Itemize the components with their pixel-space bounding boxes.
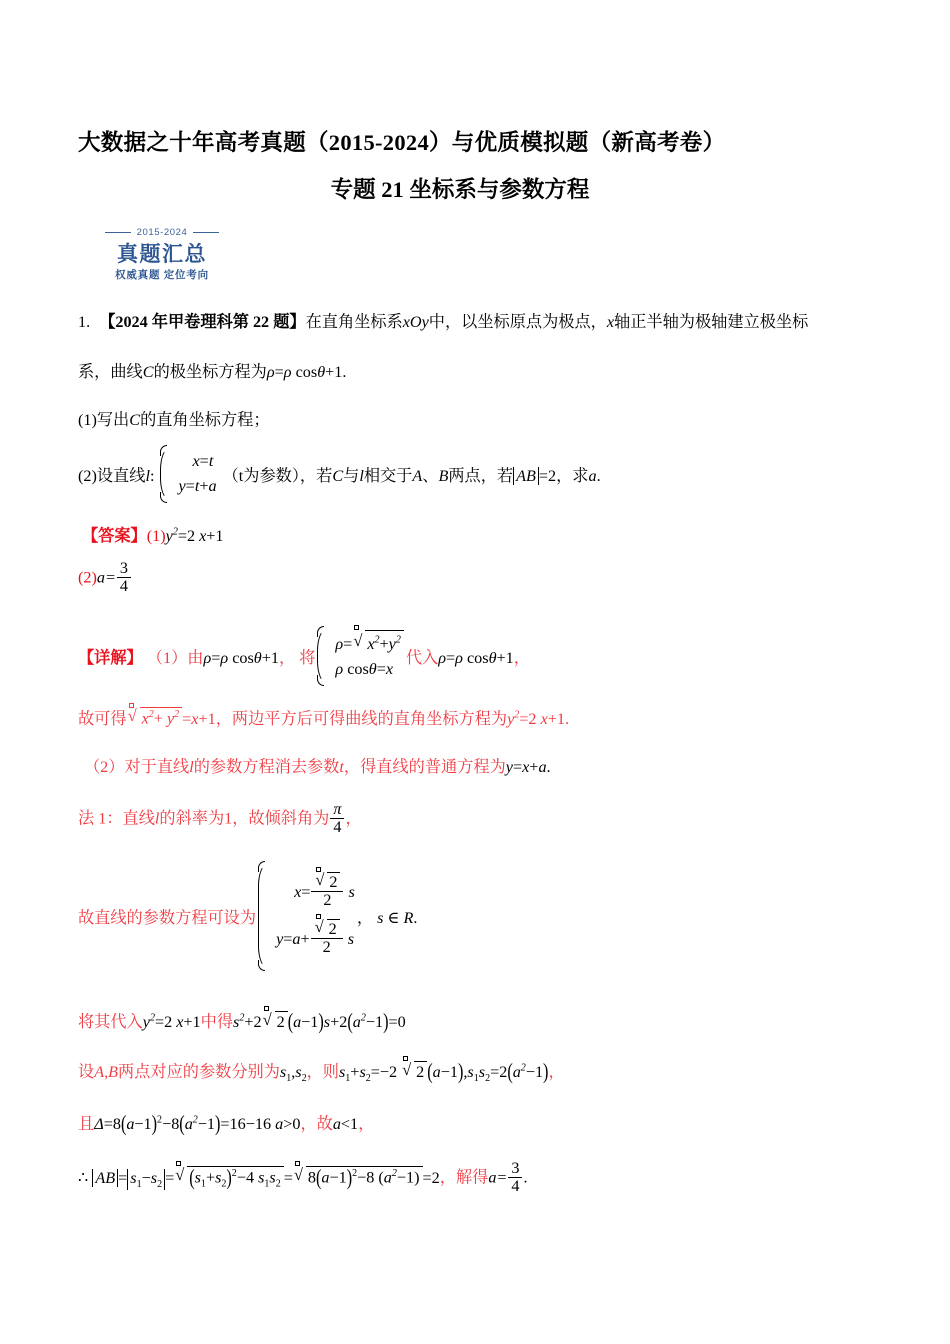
sol-p7b: 两点对应的参数分别为 [118,1062,280,1081]
sol-p7-A: A [94,1062,105,1081]
answer-num-1: (1) [146,526,166,545]
sol-p6-eq1: $y^2=2$ x+1 [142,1012,201,1031]
q-p2-C: C [332,466,344,485]
sol-p8-eq: $\Delta=8(a-1)^2-8(a^2-1)=16-16$ a>0 [94,1111,301,1136]
solution-line-4 [78,801,878,836]
sol-p6b: 中得 [200,1012,234,1031]
answer-line-2 [78,560,878,595]
q-s1-x: x [606,312,615,331]
sol-p9-dot: . [523,1168,528,1187]
q-p2-l: l [145,466,150,485]
q-p2h: . [596,466,601,485]
answer-eq-1: $y^2=2$ x+1 [165,526,224,545]
q-s2b: 的极坐标方程为 [153,362,267,381]
q-p2-A: A [412,466,423,485]
sol-p3-l: l [189,757,194,776]
sol-p8c: 故 [316,1114,333,1133]
q-s2-eq: ρ=ρ cosθ+1. [266,362,347,381]
sol-p4c: ， [345,809,362,828]
sys-row-2: y=t+a [178,476,217,495]
solution-line-8: 且$\Delta=8(a-1)^2-8(a^2-1)=16-16$ a>0，故a<1， [78,1111,375,1136]
left-brace-icon [258,864,269,968]
q-p2-colon: : [149,466,155,485]
question-part2-system [160,448,216,500]
solution-block [78,629,878,1195]
sol-p3-num: （2） [84,757,125,776]
final-fraction-3-4 [508,1160,522,1195]
sol-p5a: 故直线的参数方程可设为 [78,908,257,927]
solution-line-9 [78,1160,878,1195]
q-p2g: =2，求 [538,466,589,485]
q-s1a: 在直角坐标系 [305,312,403,331]
sol-p7a: 设 [78,1062,95,1081]
pi-over-4-fraction [330,801,344,836]
q-p2-a: a [588,466,597,485]
sol-p9b: ， [439,1168,456,1187]
solution-line-5 [78,864,878,968]
sol-p8b: ， [300,1114,317,1133]
pi-num: π [330,801,344,819]
sol-p2b: 两边平方后可得曲线的直角坐标方程为 [231,709,508,728]
sol-p7-eq1: $s_1+s_2=-2$ √ 2 $(a-1),s_1s_2=2(a^2-1)$ [339,1063,548,1081]
sol-p1-eq2: ρ=ρ cosθ+1 [438,648,514,667]
sol-p1b: 将 [299,648,316,667]
left-brace-icon [160,448,171,500]
sol-p1-num: （1） [146,648,188,667]
badge-years-row [82,228,242,238]
solution-line-3 [78,753,878,777]
param-row-2: y=a+ √ 2 2 s [276,916,355,963]
param-row-1: x= √ 2 2 s [276,869,355,916]
badge-sub-label: 权威真题 定位考向 [115,270,209,282]
sol-p9-therefore: ∴ [78,1168,89,1187]
q-p1a: (1)写出 [78,410,130,429]
sol-p1c: 代入 [405,648,439,667]
answer-label: 【答案】 [82,526,147,545]
q-p2a: (2)设直线 [78,466,146,485]
answer-frac-num: 3 [117,560,131,578]
sol-sys-row-2: ρ cosθ=x [335,659,394,678]
q-p2c: 与 [343,466,360,485]
sol-p3c: ，得直线的普通方程为 [343,757,506,776]
q-p2-B: B [438,466,449,485]
solution-label: 【详解】 [78,648,143,667]
q-s1c: 轴正半轴为极轴建立极坐标 [614,312,809,331]
solution-substitution-system [317,629,403,683]
q-s2-C: C [142,362,154,381]
q-s1-xoy: xOy [402,312,429,331]
solution-line-2: 故可得 √ $x^2+ y^2 =x+1$，两边平方后可得曲线的直角坐标方程为$y^2=2$ x+1. [78,705,878,729]
answer-block [78,522,878,595]
q-p2b: （t为参数），若 [222,466,333,485]
q-p2e: 、 [422,466,439,485]
four-den: 4 [333,817,342,836]
answer-eq2-lhs: a= [96,568,116,587]
solution-line-7: 设A,B两点对应的参数分别为$s_1,s_2$，则$s_1+s_2=-2$ √ 2 $(a-1),s_1s_2=2(a^2-1)$， [78,1058,878,1084]
sol-p2a: 故可得 [78,709,127,728]
sol-p6-eq2: $s^2+2$ √ 2 $(a-1)s+2(a^2-1)=0$ [233,1013,406,1031]
answer-frac-den: 4 [119,576,128,595]
q-p1-C: C [129,410,141,429]
question-number: 1. [78,312,91,331]
question-source-tag: 【2024 年甲卷理科第 22 题】 [99,312,306,331]
sol-p3a: 对于直线 [124,757,190,776]
sol-p2-eq2: $y^2=2$ x+1. [507,709,570,728]
sol-p7c: ，则 [306,1062,339,1081]
sol-p3-eq: y=x+a. [505,757,551,776]
solution-line-1: 【详解】 （1）由ρ=ρ cosθ+1， 将 ρ= √ $x^2+y^2$ ρ cosθ=x 代入ρ=ρ cosθ+1， [78,629,878,683]
badge-rule-left-icon [105,232,131,233]
solution-line-6 [78,1008,878,1032]
q-p2f: 两点，若 [448,466,514,485]
sol-p3b: 的参数方程消去参数 [193,757,340,776]
answer-num-2: (2) [78,568,97,587]
sol-p1-eq: ρ=ρ cosθ+1 [203,648,279,667]
badge-rule-right-icon [193,232,219,233]
question-stem-line-1 [78,308,878,332]
sol-p9-a-eq: a= [488,1168,508,1187]
sol-p4a: 法 1：直线 [78,809,155,828]
q-s2a: 系，曲线 [78,362,143,381]
q-p2-l2: l [359,466,364,485]
badge-years-label: 2015-2024 [136,226,188,238]
question-block [78,308,878,500]
answer-fraction-3-4 [117,560,131,595]
sol-p9-eq: AB = $s_1-s_2$ = √ $(s_1+s_2)^2-4$ $s_1s_2$ = √ $8(a-1)^2-8$ $(a^2-1) =2$ [92,1169,439,1187]
q-p2d: 相交于 [363,466,413,485]
document-subtitle: 专题 21 坐标系与参数方程 [330,177,590,203]
solution-param-system [258,864,355,968]
q-p1b: 的直角坐标方程； [140,410,270,429]
document-title: 大数据之十年高考真题（2015-2024）与优质模拟题（新高考卷） [78,130,726,155]
sys-row-1: x=t [192,451,214,470]
sol-p1a: 由 [187,648,204,667]
answer-line-1 [78,522,878,546]
sol-sys-row-1: ρ= √ $x^2+y^2$ [335,630,403,657]
sol-p4b: 的斜率为1，故倾斜角为 [159,809,330,828]
sol-p3-t: t [339,757,344,776]
sol-p4-l: l [154,809,160,828]
final-frac-num: 3 [508,1160,522,1178]
question-part-2 [78,448,878,500]
document-content [78,128,878,1195]
q-p2-abs-AB: AB [513,467,539,486]
question-part-1 [78,406,878,430]
sol-p5b: ， s ∈ R. [356,908,418,927]
sol-p7-comma: , [104,1062,109,1081]
sol-p6a: 将其代入 [78,1012,143,1031]
badge-main-label: 真题汇总 [117,242,207,267]
q-s1b: 中，以坐标原点为极点， [428,312,607,331]
sol-p7-B: B [108,1062,119,1081]
question-stem-line-2 [78,358,878,382]
zhenti-huizong-badge [82,228,242,282]
left-brace-icon [317,629,328,683]
sol-p7-s1s2: $s_1,s_2$ [279,1062,307,1084]
final-frac-den: 4 [511,1176,520,1195]
sol-p9c: 解得 [455,1168,489,1187]
sol-p8-eq2: a<1 [332,1114,359,1133]
sol-p8a: 且 [78,1114,95,1133]
sol-p2-eq: √ $x^2+ y^2 =x+1$ [127,710,216,728]
